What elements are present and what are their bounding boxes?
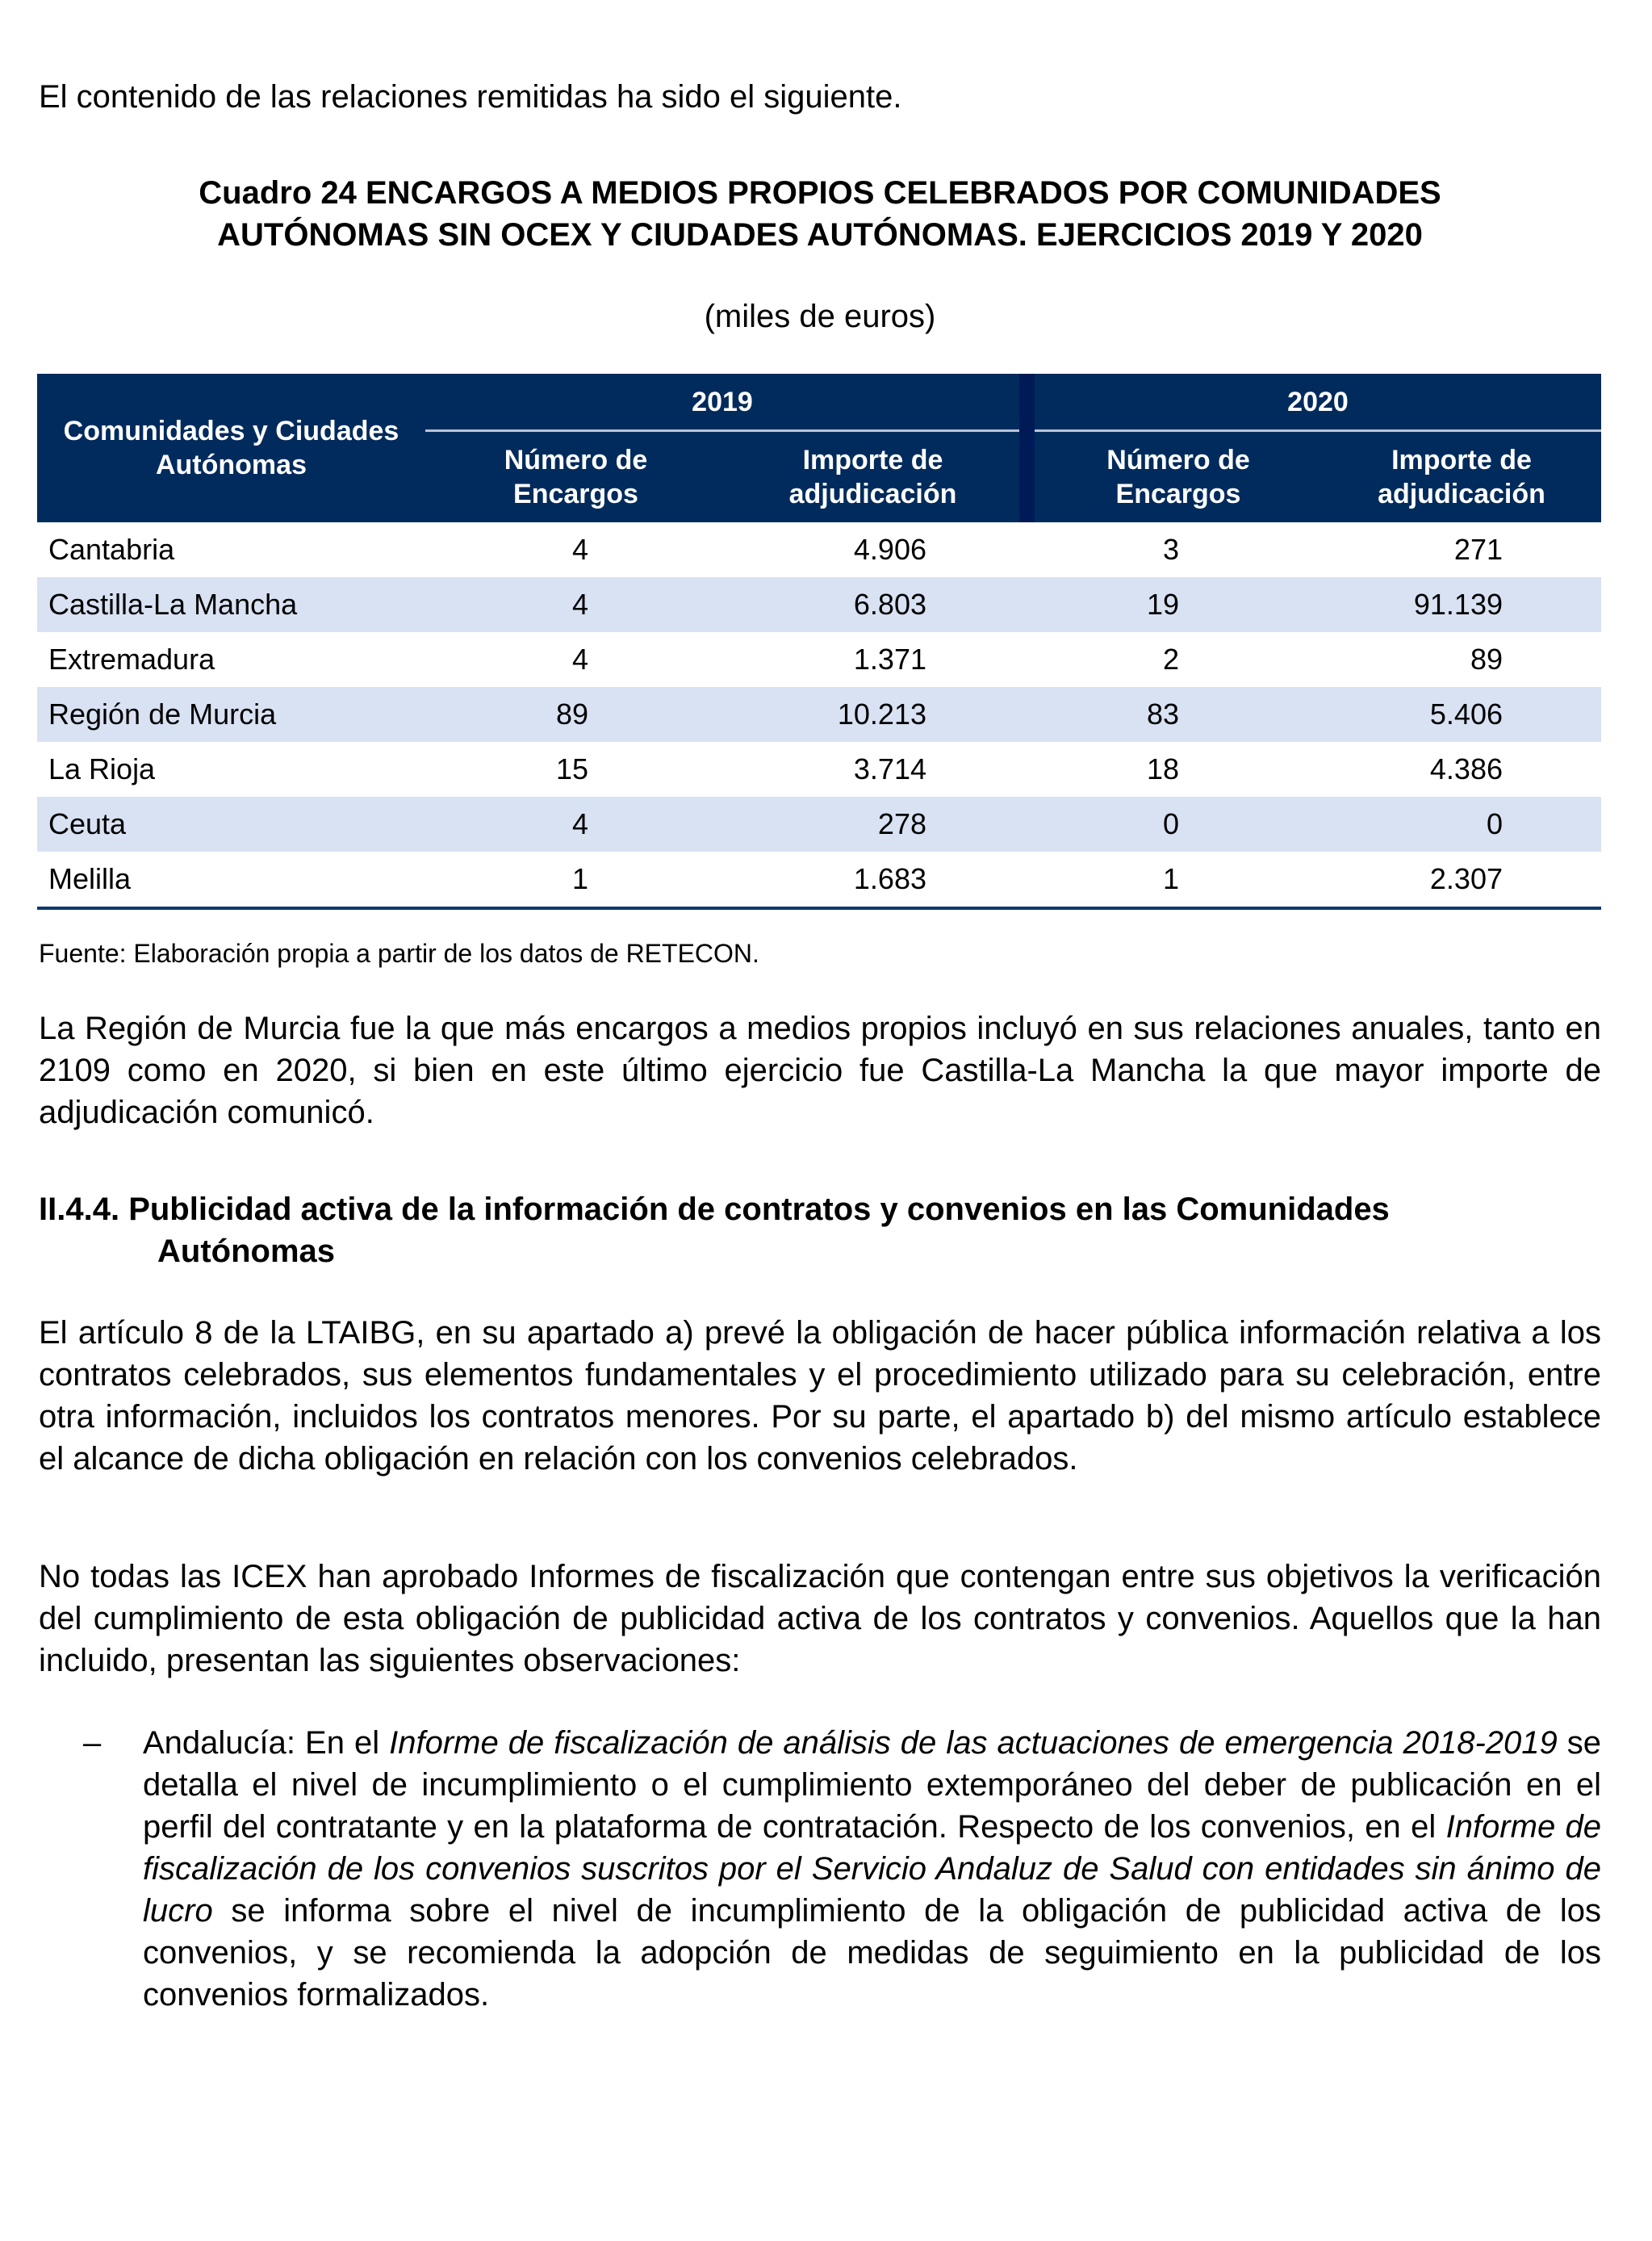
cell-n2020: 3 — [1162, 533, 1179, 566]
list-item — [39, 1722, 1601, 2016]
paragraph-ltaibg: El artículo 8 de la LTAIBG, en su apartado a) prevé la obligación de hacer pública información relativa a los contratos celebrados, sus elementos fundamentales y el procedimiento utilizado para su celebración, entre otra información, incluidos los contratos menores. Por su parte, el apartado b) del mismo artículo establece el alcance de dicha obligación en relación con los convenios celebrados. — [39, 1315, 1601, 1477]
paragraph-icex: No todas las ICEX han aprobado Informes de fiscalización que contengan entre sus objetivos la verificación del cumplimiento de esta obligación de publicidad activa de los contratos y convenios. Aquellos que la han incluido, presentan las siguientes observaciones: — [39, 1559, 1601, 1678]
report-title: Informe de fiscalización de análisis de las actuaciones de emergencia 2018-2019 — [389, 1725, 1558, 1761]
cell-n2020: 2 — [1162, 643, 1179, 676]
cell-n2019: 15 — [555, 752, 588, 785]
dash-bullet-icon: – — [83, 1725, 102, 1761]
cell-i2020: 2.307 — [1429, 862, 1503, 895]
table-body — [37, 522, 1601, 907]
section-number: II.4.4. — [39, 1192, 120, 1227]
cell-n2020: 19 — [1146, 588, 1179, 621]
table-row — [37, 852, 1601, 907]
table-row — [37, 797, 1601, 852]
cell-n2020: 0 — [1162, 807, 1179, 840]
table-source-note: Fuente: Elaboración propia a partir de los datos de RETECON. — [39, 939, 759, 968]
table-caption — [39, 172, 1601, 256]
header-2019-number — [425, 432, 726, 522]
text-segment: se detalla el nivel de incumplimiento o el cumplimiento extemporáneo del deber de publicación en el perfil del contratante y en la plataforma de contratación. Respecto de los convenios, en el — [143, 1725, 1602, 1845]
header-label: Número de — [504, 445, 648, 475]
cell-i2019: 278 — [877, 807, 926, 840]
table-row — [37, 687, 1601, 742]
cell-region: Extremadura — [48, 643, 215, 676]
table-bottom-rule — [37, 907, 1601, 910]
cell-region: La Rioja — [48, 752, 156, 785]
table-caption-line-2: AUTÓNOMAS SIN OCEX Y CIUDADES AUTÓNOMAS. EJERCICIOS 2019 Y 2020 — [217, 217, 1423, 253]
header-year-2019: 2019 — [692, 386, 753, 417]
header-label: Número de — [1106, 445, 1250, 475]
table-caption-line-1: Cuadro 24 ENCARGOS A MEDIOS PROPIOS CELEBRADOS POR COMUNIDADES — [199, 175, 1441, 211]
text-segment: Andalucía: En el — [143, 1725, 390, 1761]
cell-region: Ceuta — [48, 807, 127, 840]
cell-n2020: 18 — [1146, 752, 1179, 785]
header-label: Encargos — [513, 479, 638, 509]
header-2020-number — [1035, 432, 1322, 522]
cell-i2019: 1.683 — [853, 862, 926, 895]
cell-i2020: 0 — [1486, 807, 1503, 840]
cell-i2020: 91.139 — [1413, 588, 1503, 621]
cell-n2019: 4 — [571, 533, 588, 566]
list-item-text — [143, 1722, 1601, 2016]
header-label: Importe de — [802, 445, 943, 475]
cell-n2019: 4 — [571, 643, 588, 676]
cell-n2019: 4 — [571, 807, 588, 840]
cell-n2019: 1 — [571, 862, 588, 895]
data-table — [37, 374, 1601, 910]
header-year-2020: 2020 — [1287, 386, 1349, 417]
cell-n2020: 83 — [1146, 697, 1179, 731]
table-row — [37, 632, 1601, 687]
paragraph-murcia-summary: La Región de Murcia fue la que más encargos a medios propios incluyó en sus relaciones anuales, tanto en 2109 como en 2020, si bien en este último ejercicio fue Castilla-La Mancha la que mayor importe de adjudicación comunicó. — [39, 1011, 1601, 1130]
cell-i2019: 6.803 — [853, 588, 926, 621]
header-region-line-2: Autónomas — [155, 450, 307, 480]
header-region-line-1: Comunidades y Ciudades — [63, 416, 399, 446]
header-2019-amount — [726, 432, 1019, 522]
cell-region: Castilla-La Mancha — [48, 588, 298, 621]
header-label: adjudicación — [788, 479, 957, 509]
header-label: Encargos — [1115, 479, 1241, 509]
header-2020-amount — [1322, 432, 1601, 522]
cell-i2019: 10.213 — [837, 697, 926, 731]
cell-i2020: 5.406 — [1429, 697, 1503, 731]
cell-i2020: 4.386 — [1429, 752, 1503, 785]
cell-region: Región de Murcia — [48, 697, 277, 731]
cell-i2020: 89 — [1470, 643, 1503, 676]
header-label: adjudicación — [1378, 479, 1545, 509]
cell-n2019: 4 — [571, 588, 588, 621]
observations-list — [39, 1722, 1601, 2016]
section-heading — [39, 1188, 1601, 1272]
table-row — [37, 577, 1601, 632]
header-label: Importe de — [1391, 445, 1532, 475]
table-row — [37, 522, 1601, 577]
header-region — [37, 374, 425, 522]
text-segment: se informa sobre el nivel de incumplimiento de la obligación de publicidad activa de los convenios, y se recomienda la adopción de medidas de seguimiento en la publicidad de los convenios formalizados. — [143, 1893, 1601, 2013]
cell-i2020: 271 — [1453, 533, 1503, 566]
cell-region: Cantabria — [48, 533, 175, 566]
year-divider — [1019, 374, 1035, 522]
table-row — [37, 742, 1601, 797]
table-units: (miles de euros) — [704, 299, 936, 334]
cell-n2019: 89 — [555, 697, 588, 731]
cell-i2019: 3.714 — [853, 752, 926, 785]
cell-n2020: 1 — [1162, 862, 1179, 895]
table-header — [37, 374, 1601, 522]
cell-i2019: 4.906 — [853, 533, 926, 566]
intro-sentence: El contenido de las relaciones remitidas ha sido el siguiente. — [39, 79, 902, 115]
section-heading-line-2: Autónomas — [157, 1234, 335, 1269]
report-title: Informe de fiscalización de los convenios suscritos por el Servicio Andaluz de Salud con entidades sin ánimo de lucro — [143, 1809, 1601, 1929]
section-title: Publicidad activa de la información de contratos y convenios en las Comunidades — [128, 1192, 1390, 1227]
cell-i2019: 1.371 — [853, 643, 926, 676]
cell-region: Melilla — [48, 862, 132, 895]
section-heading-line-1 — [39, 1188, 1601, 1230]
